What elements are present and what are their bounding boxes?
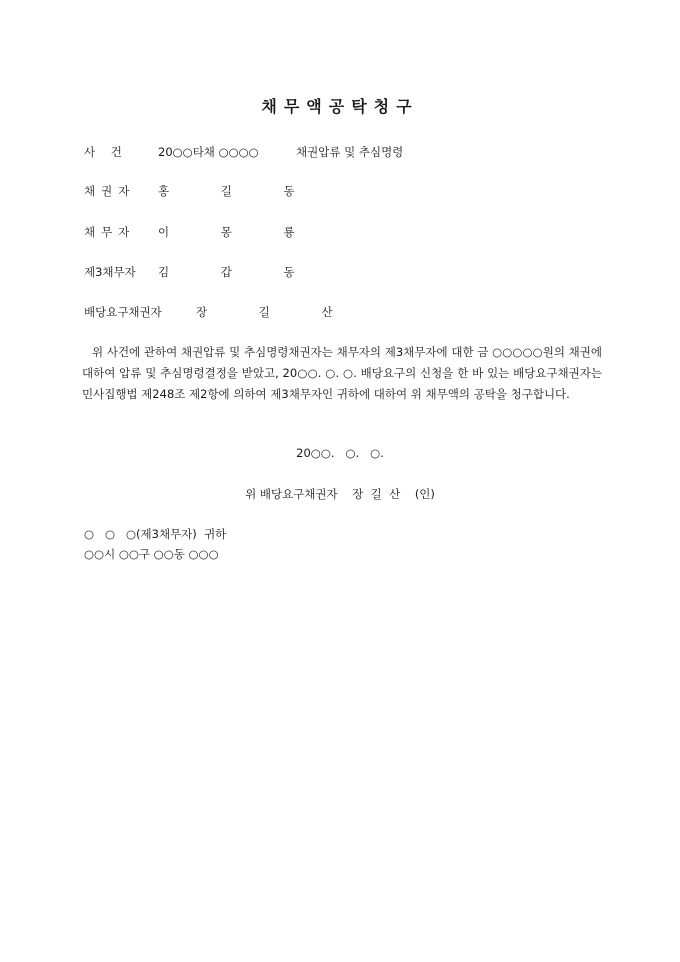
third-debtor-name: 김 갑 동: [158, 265, 319, 279]
document-date: 20○○. ○. ○.: [296, 446, 384, 460]
claimant-name: 장 길 산: [196, 305, 357, 319]
case-number: 20○○타채 ○○○○: [158, 145, 259, 159]
body-text: 위 사건에 관하여 채권압류 및 추심명령채권자는 채무자의 제3채무자에 대한 금 ○○○○○원의 채권에 대하여 압류 및 추심명령결정을 받았고, 20○○. ○. ○. 배당요구의 신청을 한 바 있는 배당요구채권자는 민사집행법 제248조 제2항에 의하여 제3채무자인 귀하에 대하여 위 채무액의 공탁을 청구합니다.: [82, 345, 602, 401]
case-name: 채권압류 및 추심명령: [296, 145, 404, 159]
creditor-label: 채권자: [84, 184, 136, 198]
recipient-address: ○○시 ○○구 ○○동 ○○○: [84, 547, 219, 561]
recipient-line: ○ ○ ○(제3채무자) 귀하: [84, 527, 227, 541]
debtor-name: 이 몽 룡: [158, 225, 319, 239]
creditor-name: 홍 길 동: [158, 184, 319, 198]
body-paragraph: [82, 342, 602, 405]
claimant-label: 배당요구채권자: [84, 305, 162, 319]
document-title: 채무액공탁청구: [261, 97, 419, 116]
case-label: 사 건: [84, 145, 128, 159]
third-debtor-label: 제3채무자: [84, 265, 136, 279]
signature-line: 위 배당요구채권자 장 길 산 (인): [245, 487, 435, 501]
debtor-label: 채무자: [84, 225, 136, 239]
